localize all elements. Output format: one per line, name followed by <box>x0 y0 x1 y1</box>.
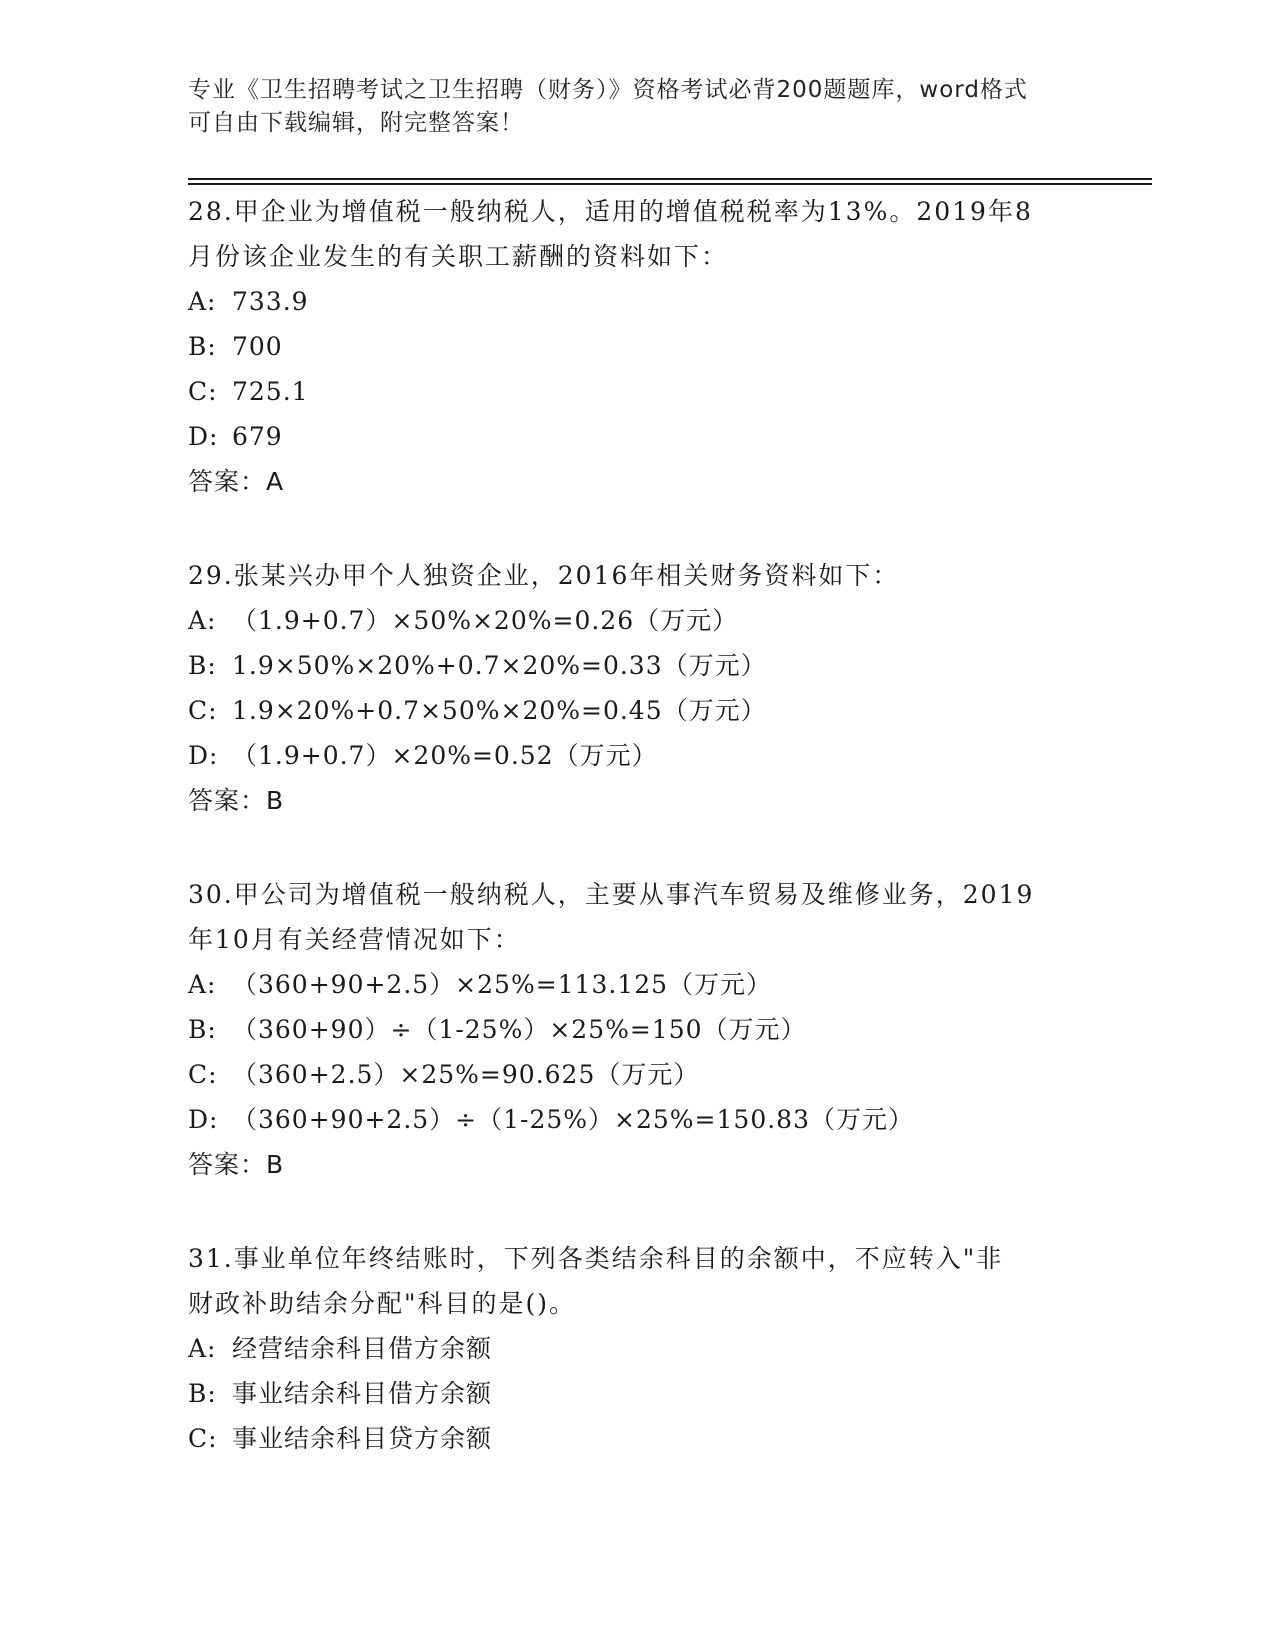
answer-line: 答案：B <box>188 786 285 815</box>
option-b <box>188 643 1088 688</box>
option-letter: B: <box>188 651 217 680</box>
question-text-line: 财政补助结余分配"科目的是()。 <box>188 1289 577 1318</box>
option-text: 725.1 <box>232 377 309 406</box>
answer-line: 答案：B <box>188 1150 285 1179</box>
option-text: 1.9×50%×20%+0.7×20%=0.33（万元） <box>232 651 767 680</box>
option-text: （360+90）÷（1-25%）×25%=150（万元） <box>232 1015 807 1044</box>
option-letter: D: <box>188 422 219 451</box>
option-text: （360+90+2.5）×25%=113.125（万元） <box>232 970 773 999</box>
option-letter: B: <box>188 332 217 361</box>
option-letter: A: <box>188 606 217 635</box>
option-c <box>188 1416 1088 1461</box>
option-b <box>188 1007 1088 1052</box>
option-a <box>188 962 1088 1007</box>
option-letter: C: <box>188 377 218 406</box>
question-text-line: 年10月有关经营情况如下： <box>188 925 521 954</box>
option-letter: D: <box>188 741 219 770</box>
option-c <box>188 688 1088 733</box>
question-text-line: 31.事业单位年终结账时，下列各类结余科目的余额中，不应转入"非 <box>188 1244 1004 1273</box>
option-text: （1.9+0.7）×20%=0.52（万元） <box>232 741 658 770</box>
option-letter: A: <box>188 970 217 999</box>
option-d <box>188 1097 1088 1142</box>
option-text: （360+2.5）×25%=90.625（万元） <box>232 1060 700 1089</box>
option-text: 733.9 <box>232 287 309 316</box>
option-letter: A: <box>188 1334 217 1363</box>
option-letter: B: <box>188 1379 217 1408</box>
option-d <box>188 733 1088 778</box>
option-a <box>188 279 1088 324</box>
option-text: 经营结余科目借方余额 <box>232 1334 493 1363</box>
option-a <box>188 598 1088 643</box>
option-b <box>188 324 1088 369</box>
option-text: （1.9+0.7）×50%×20%=0.26（万元） <box>232 606 739 635</box>
question-30 <box>188 872 1088 1187</box>
option-letter: D: <box>188 1105 219 1134</box>
option-text: 事业结余科目贷方余额 <box>232 1424 493 1453</box>
option-letter: B: <box>188 1015 217 1044</box>
option-text: 事业结余科目借方余额 <box>232 1379 493 1408</box>
option-text: （360+90+2.5）÷（1-25%）×25%=150.83（万元） <box>232 1105 914 1134</box>
option-letter: C: <box>188 1060 218 1089</box>
option-d <box>188 414 1088 459</box>
option-letter: C: <box>188 696 218 725</box>
option-letter: A: <box>188 287 217 316</box>
question-28 <box>188 189 1088 504</box>
question-text-line: 30.甲公司为增值税一般纳税人，主要从事汽车贸易及维修业务，2019 <box>188 880 1035 909</box>
header-divider-top <box>188 178 1152 180</box>
answer-line: 答案：A <box>188 467 285 496</box>
header-line-1: 专业《卫生招聘考试之卫生招聘（财务）》资格考试必背200题题库，word格式 <box>188 77 1028 103</box>
document-header <box>188 74 1068 140</box>
question-text-line: 29.张某兴办甲个人独资企业，2016年相关财务资料如下： <box>188 561 900 590</box>
option-text: 679 <box>232 422 283 451</box>
option-text: 700 <box>232 332 283 361</box>
question-text-line: 月份该企业发生的有关职工薪酬的资料如下： <box>188 242 729 271</box>
option-a <box>188 1326 1088 1371</box>
question-text-line: 28.甲企业为增值税一般纳税人，适用的增值税税率为13%。2019年8 <box>188 197 1033 226</box>
option-letter: C: <box>188 1424 218 1453</box>
option-c <box>188 369 1088 414</box>
option-text: 1.9×20%+0.7×50%×20%=0.45（万元） <box>232 696 767 725</box>
question-29 <box>188 553 1088 823</box>
option-c <box>188 1052 1088 1097</box>
header-line-2: 可自由下载编辑，附完整答案！ <box>188 110 524 136</box>
question-31 <box>188 1236 1088 1461</box>
header-divider-bottom <box>188 183 1152 185</box>
option-b <box>188 1371 1088 1416</box>
